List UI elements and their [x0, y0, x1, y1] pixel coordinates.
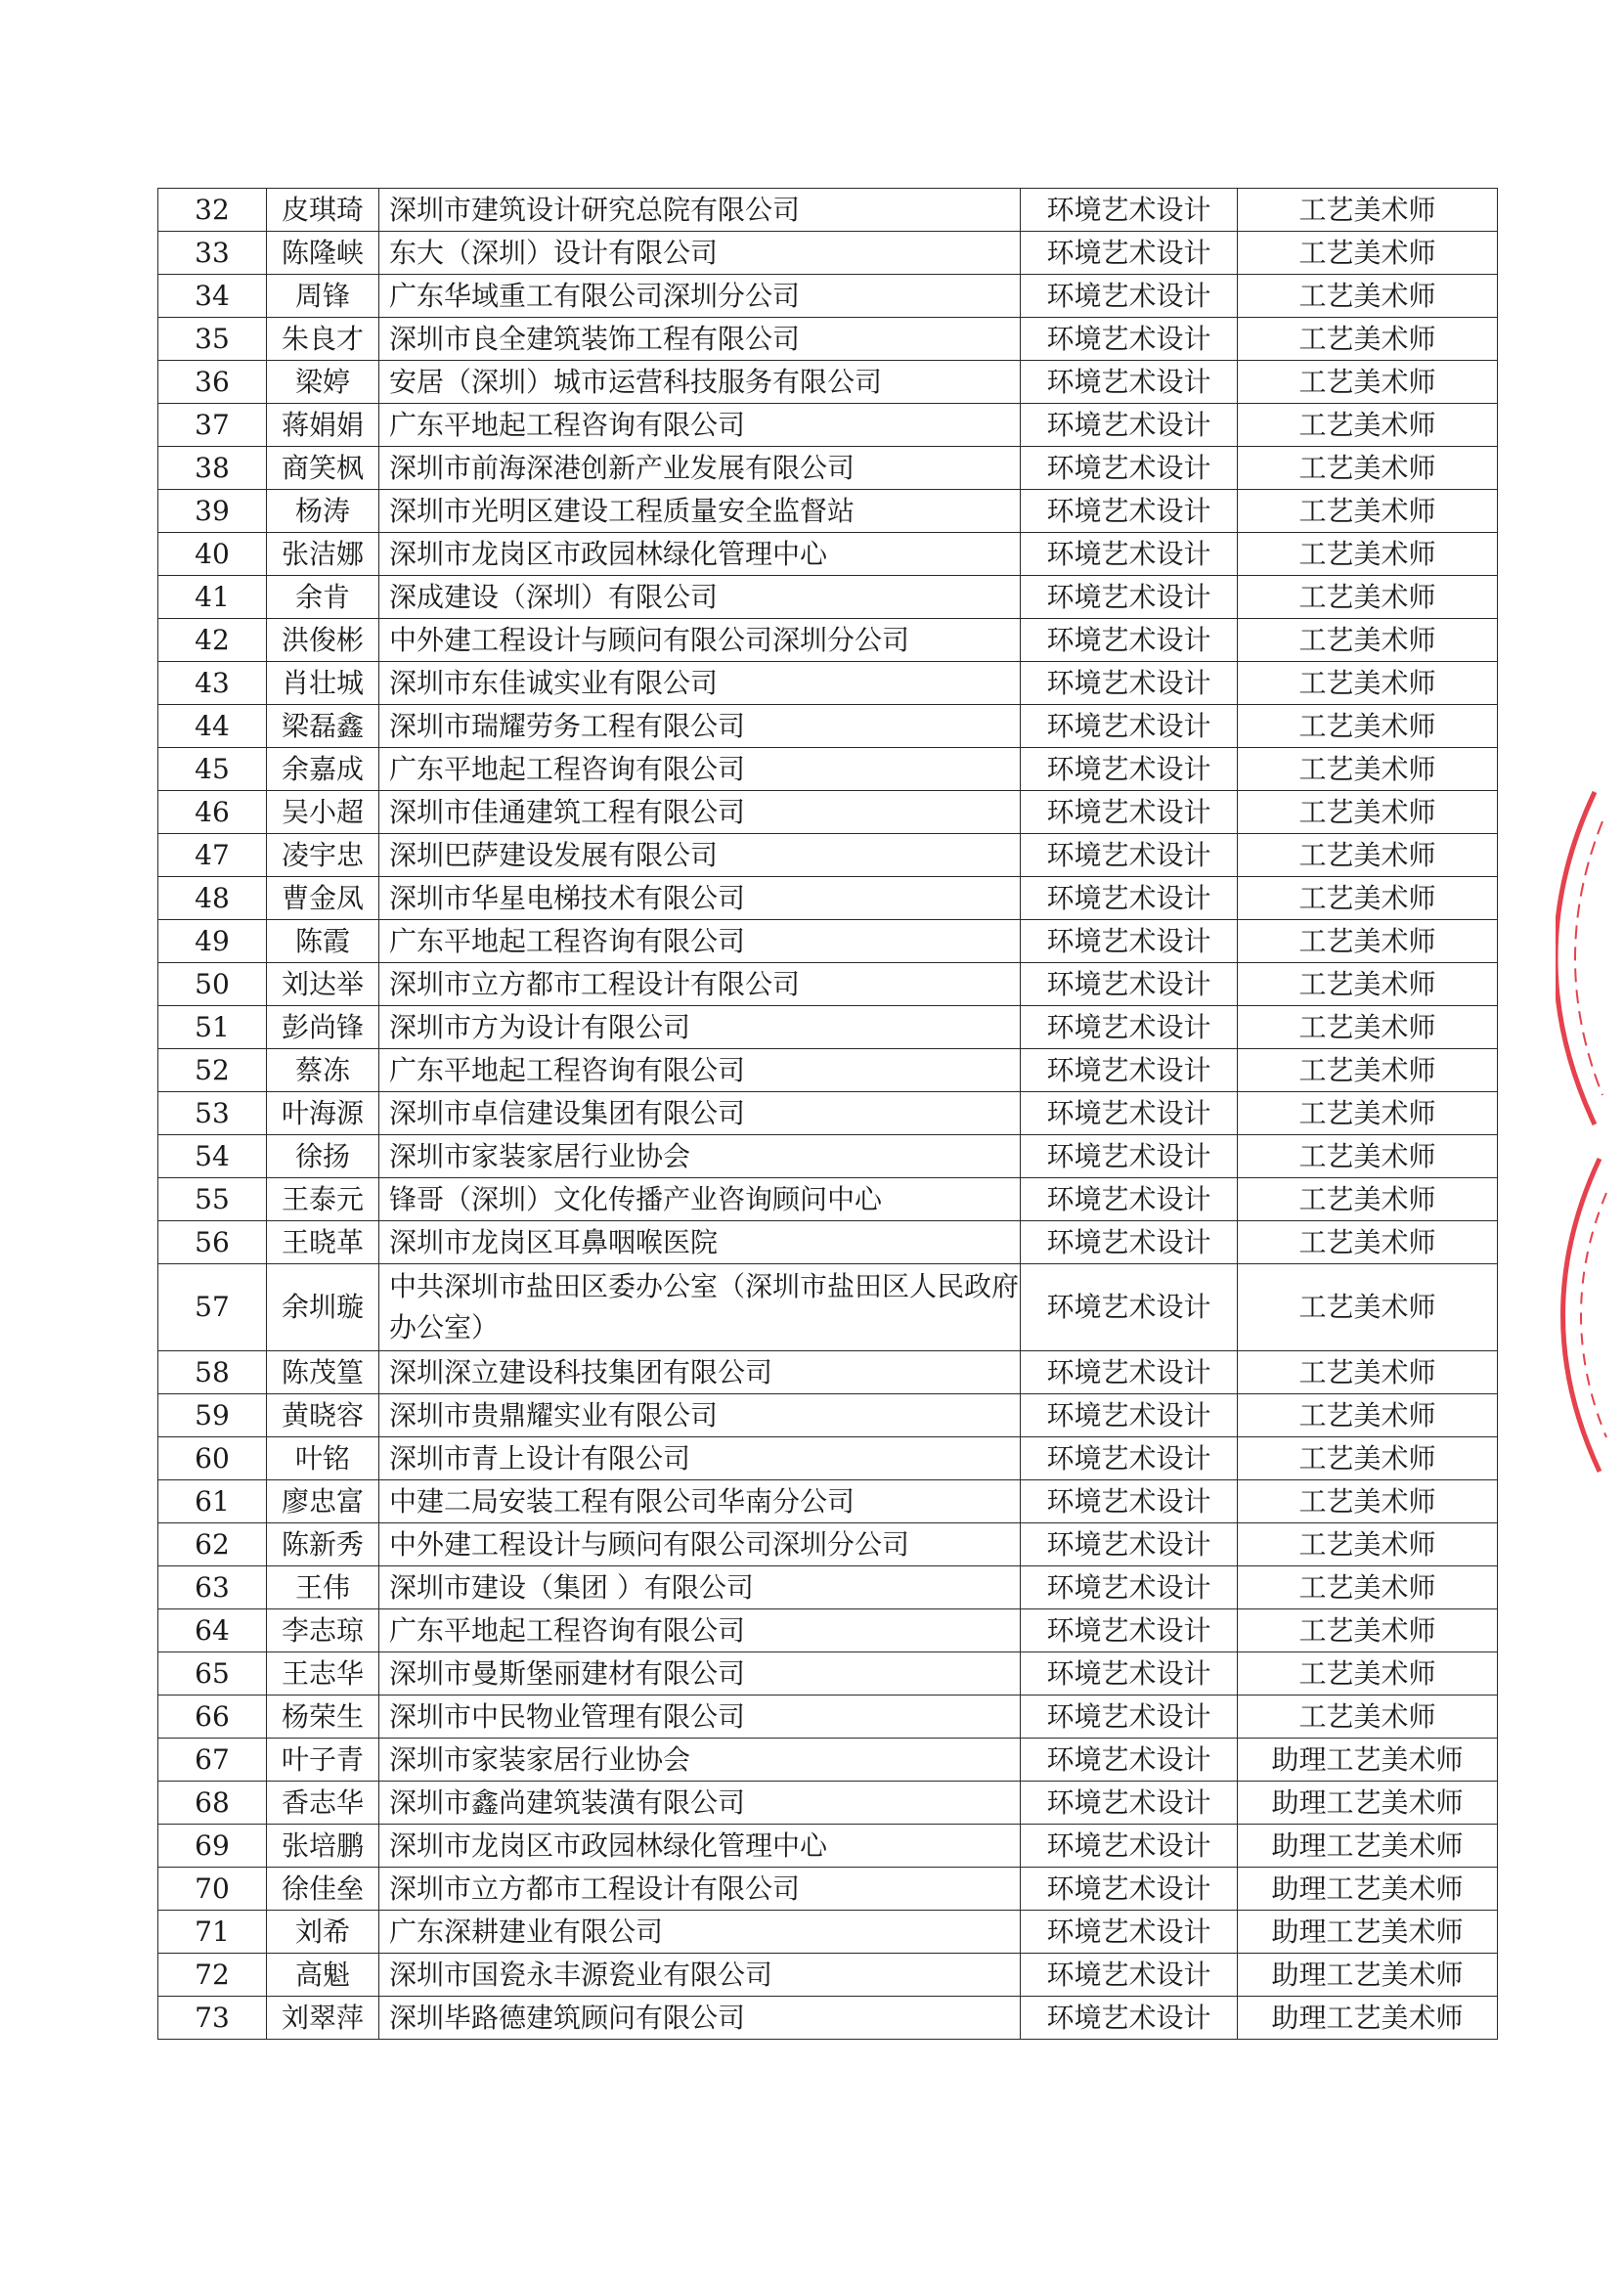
table-row: [158, 1652, 1498, 1695]
qualification-title: 工艺美术师: [1238, 705, 1498, 748]
organization: 安居（深圳）城市运营科技服务有限公司: [379, 361, 1021, 404]
specialty: 环境艺术设计: [1021, 834, 1238, 877]
qualification-title: 工艺美术师: [1238, 920, 1498, 963]
row-number: 53: [158, 1092, 267, 1135]
row-number: 42: [158, 619, 267, 662]
qualification-title: 工艺美术师: [1238, 318, 1498, 361]
organization: 深圳市鑫尚建筑装潢有限公司: [379, 1782, 1021, 1825]
qualification-title: 工艺美术师: [1238, 1652, 1498, 1695]
row-number: 34: [158, 275, 267, 318]
person-name: 王晓革: [267, 1221, 379, 1264]
table-row: [158, 791, 1498, 834]
row-number: 49: [158, 920, 267, 963]
organization: 中外建工程设计与顾问有限公司深圳分公司: [379, 1523, 1021, 1566]
row-number: 48: [158, 877, 267, 920]
person-name: 皮琪琦: [267, 189, 379, 232]
row-number: 70: [158, 1868, 267, 1911]
person-name: 陈霞: [267, 920, 379, 963]
qualification-title: 工艺美术师: [1238, 1049, 1498, 1092]
row-number: 69: [158, 1825, 267, 1868]
organization: 深圳市龙岗区市政园林绿化管理中心: [379, 1825, 1021, 1868]
table-row: [158, 1868, 1498, 1911]
specialty: 环境艺术设计: [1021, 1394, 1238, 1437]
qualification-title: 工艺美术师: [1238, 1178, 1498, 1221]
table-row: [158, 1264, 1498, 1351]
organization: 深圳市家装家居行业协会: [379, 1135, 1021, 1178]
roster-body: [158, 189, 1498, 2040]
table-row: [158, 533, 1498, 576]
row-number: 39: [158, 490, 267, 533]
qualification-title: 工艺美术师: [1238, 1566, 1498, 1609]
row-number: 64: [158, 1609, 267, 1652]
person-name: 彭尚锋: [267, 1006, 379, 1049]
qualification-title: 工艺美术师: [1238, 1480, 1498, 1523]
table-row: [158, 232, 1498, 275]
person-name: 刘希: [267, 1911, 379, 1954]
qualification-title: 工艺美术师: [1238, 748, 1498, 791]
person-name: 梁磊鑫: [267, 705, 379, 748]
row-number: 51: [158, 1006, 267, 1049]
person-name: 蒋娟娟: [267, 404, 379, 447]
table-row: [158, 920, 1498, 963]
table-row: [158, 1049, 1498, 1092]
specialty: 环境艺术设计: [1021, 1221, 1238, 1264]
qualification-title: 助理工艺美术师: [1238, 1997, 1498, 2040]
organization: 深圳市青上设计有限公司: [379, 1437, 1021, 1480]
specialty: 环境艺术设计: [1021, 877, 1238, 920]
organization: 深圳市前海深港创新产业发展有限公司: [379, 447, 1021, 490]
row-number: 61: [158, 1480, 267, 1523]
qualification-title: 工艺美术师: [1238, 1006, 1498, 1049]
qualification-title: 工艺美术师: [1238, 877, 1498, 920]
organization: 广东平地起工程咨询有限公司: [379, 1609, 1021, 1652]
specialty: 环境艺术设计: [1021, 1997, 1238, 2040]
person-name: 杨涛: [267, 490, 379, 533]
row-number: 40: [158, 533, 267, 576]
qualification-title: 助理工艺美术师: [1238, 1739, 1498, 1782]
row-number: 65: [158, 1652, 267, 1695]
person-name: 陈隆峡: [267, 232, 379, 275]
specialty: 环境艺术设计: [1021, 490, 1238, 533]
organization: 深圳市龙岗区耳鼻咽喉医院: [379, 1221, 1021, 1264]
person-name: 杨荣生: [267, 1695, 379, 1739]
specialty: 环境艺术设计: [1021, 533, 1238, 576]
person-name: 刘翠萍: [267, 1997, 379, 2040]
table-row: [158, 1480, 1498, 1523]
qualification-title: 工艺美术师: [1238, 1523, 1498, 1566]
table-row: [158, 1782, 1498, 1825]
table-row: [158, 1351, 1498, 1394]
person-name: 刘达举: [267, 963, 379, 1006]
organization: 广东平地起工程咨询有限公司: [379, 748, 1021, 791]
qualification-title: 工艺美术师: [1238, 963, 1498, 1006]
row-number: 67: [158, 1739, 267, 1782]
row-number: 47: [158, 834, 267, 877]
row-number: 52: [158, 1049, 267, 1092]
qualification-title: 助理工艺美术师: [1238, 1911, 1498, 1954]
row-number: 35: [158, 318, 267, 361]
organization: 深圳市佳通建筑工程有限公司: [379, 791, 1021, 834]
qualification-title: 工艺美术师: [1238, 834, 1498, 877]
table-row: [158, 361, 1498, 404]
person-name: 肖壮城: [267, 662, 379, 705]
table-row: [158, 619, 1498, 662]
qualification-title: 助理工艺美术师: [1238, 1868, 1498, 1911]
table-row: [158, 1221, 1498, 1264]
person-name: 李志琼: [267, 1609, 379, 1652]
qualification-title: 工艺美术师: [1238, 1092, 1498, 1135]
specialty: 环境艺术设计: [1021, 1825, 1238, 1868]
specialty: 环境艺术设计: [1021, 1911, 1238, 1954]
table-row: [158, 1006, 1498, 1049]
organization: 深圳巴萨建设发展有限公司: [379, 834, 1021, 877]
specialty: 环境艺术设计: [1021, 963, 1238, 1006]
specialty: 环境艺术设计: [1021, 232, 1238, 275]
table-row: [158, 963, 1498, 1006]
row-number: 38: [158, 447, 267, 490]
specialty: 环境艺术设计: [1021, 619, 1238, 662]
person-name: 王志华: [267, 1652, 379, 1695]
specialty: 环境艺术设计: [1021, 1437, 1238, 1480]
qualification-title: 工艺美术师: [1238, 447, 1498, 490]
row-number: 50: [158, 963, 267, 1006]
person-name: 张洁娜: [267, 533, 379, 576]
person-name: 黄晓容: [267, 1394, 379, 1437]
person-name: 周锋: [267, 275, 379, 318]
qualification-title: 工艺美术师: [1238, 275, 1498, 318]
table-row: [158, 1437, 1498, 1480]
table-row: [158, 490, 1498, 533]
organization: 广东平地起工程咨询有限公司: [379, 1049, 1021, 1092]
specialty: 环境艺术设计: [1021, 1523, 1238, 1566]
person-name: 香志华: [267, 1782, 379, 1825]
specialty: 环境艺术设计: [1021, 705, 1238, 748]
qualification-title: 工艺美术师: [1238, 662, 1498, 705]
organization: 深圳市卓信建设集团有限公司: [379, 1092, 1021, 1135]
row-number: 62: [158, 1523, 267, 1566]
qualification-title: 工艺美术师: [1238, 189, 1498, 232]
seal-stamp-upper: [1556, 782, 1624, 1134]
organization: 东大（深圳）设计有限公司: [379, 232, 1021, 275]
person-name: 洪俊彬: [267, 619, 379, 662]
table-row: [158, 1609, 1498, 1652]
specialty: 环境艺术设计: [1021, 1868, 1238, 1911]
person-name: 高魁: [267, 1954, 379, 1997]
row-number: 59: [158, 1394, 267, 1437]
organization: 深圳市家装家居行业协会: [379, 1739, 1021, 1782]
organization: 深圳深立建设科技集团有限公司: [379, 1351, 1021, 1394]
table-row: [158, 1566, 1498, 1609]
table-row: [158, 1954, 1498, 1997]
row-number: 45: [158, 748, 267, 791]
specialty: 环境艺术设计: [1021, 748, 1238, 791]
qualification-title: 工艺美术师: [1238, 619, 1498, 662]
organization: 深成建设（深圳）有限公司: [379, 576, 1021, 619]
person-name: 叶铭: [267, 1437, 379, 1480]
person-name: 吴小超: [267, 791, 379, 834]
organization: 深圳市方为设计有限公司: [379, 1006, 1021, 1049]
qualification-title: 助理工艺美术师: [1238, 1825, 1498, 1868]
organization: 深圳市龙岗区市政园林绿化管理中心: [379, 533, 1021, 576]
table-row: [158, 877, 1498, 920]
person-name: 王伟: [267, 1566, 379, 1609]
organization: 深圳市瑞耀劳务工程有限公司: [379, 705, 1021, 748]
specialty: 环境艺术设计: [1021, 318, 1238, 361]
row-number: 37: [158, 404, 267, 447]
organization: 深圳市中民物业管理有限公司: [379, 1695, 1021, 1739]
qualification-title: 工艺美术师: [1238, 1135, 1498, 1178]
specialty: 环境艺术设计: [1021, 1264, 1238, 1351]
table-row: [158, 1394, 1498, 1437]
qualification-title: 工艺美术师: [1238, 576, 1498, 619]
person-name: 曹金凤: [267, 877, 379, 920]
organization: 深圳市光明区建设工程质量安全监督站: [379, 490, 1021, 533]
organization: 中建二局安装工程有限公司华南分公司: [379, 1480, 1021, 1523]
specialty: 环境艺术设计: [1021, 189, 1238, 232]
table-row: [158, 404, 1498, 447]
person-name: 余圳璇: [267, 1264, 379, 1351]
seal-stamp-lower: [1556, 1154, 1624, 1476]
specialty: 环境艺术设计: [1021, 1652, 1238, 1695]
table-row: [158, 834, 1498, 877]
person-name: 徐佳垒: [267, 1868, 379, 1911]
qualification-title: 工艺美术师: [1238, 1609, 1498, 1652]
organization: 深圳市华星电梯技术有限公司: [379, 877, 1021, 920]
table-row: [158, 1695, 1498, 1739]
person-name: 叶海源: [267, 1092, 379, 1135]
qualification-title: 工艺美术师: [1238, 1437, 1498, 1480]
specialty: 环境艺术设计: [1021, 1782, 1238, 1825]
row-number: 71: [158, 1911, 267, 1954]
organization: 中外建工程设计与顾问有限公司深圳分公司: [379, 619, 1021, 662]
table-row: [158, 1178, 1498, 1221]
qualification-title: 助理工艺美术师: [1238, 1782, 1498, 1825]
organization: 广东深耕建业有限公司: [379, 1911, 1021, 1954]
table-row: [158, 275, 1498, 318]
qualification-title: 工艺美术师: [1238, 490, 1498, 533]
table-row: [158, 1911, 1498, 1954]
organization: 深圳市东佳诚实业有限公司: [379, 662, 1021, 705]
organization: 广东华域重工有限公司深圳分公司: [379, 275, 1021, 318]
row-number: 32: [158, 189, 267, 232]
qualification-title: 工艺美术师: [1238, 1264, 1498, 1351]
person-name: 商笑枫: [267, 447, 379, 490]
organization: 深圳市良全建筑装饰工程有限公司: [379, 318, 1021, 361]
specialty: 环境艺术设计: [1021, 447, 1238, 490]
specialty: 环境艺术设计: [1021, 1480, 1238, 1523]
organization: 广东平地起工程咨询有限公司: [379, 920, 1021, 963]
specialty: 环境艺术设计: [1021, 1178, 1238, 1221]
qualification-title: 工艺美术师: [1238, 533, 1498, 576]
specialty: 环境艺术设计: [1021, 791, 1238, 834]
table-row: [158, 1739, 1498, 1782]
table-row: [158, 748, 1498, 791]
qualification-title: 工艺美术师: [1238, 791, 1498, 834]
row-number: 46: [158, 791, 267, 834]
organization: 广东平地起工程咨询有限公司: [379, 404, 1021, 447]
row-number: 57: [158, 1264, 267, 1351]
qualification-title: 工艺美术师: [1238, 1221, 1498, 1264]
qualification-title: 工艺美术师: [1238, 404, 1498, 447]
person-name: 凌宇忠: [267, 834, 379, 877]
row-number: 60: [158, 1437, 267, 1480]
specialty: 环境艺术设计: [1021, 275, 1238, 318]
specialty: 环境艺术设计: [1021, 404, 1238, 447]
row-number: 58: [158, 1351, 267, 1394]
row-number: 72: [158, 1954, 267, 1997]
organization: 深圳市立方都市工程设计有限公司: [379, 963, 1021, 1006]
specialty: 环境艺术设计: [1021, 920, 1238, 963]
specialty: 环境艺术设计: [1021, 662, 1238, 705]
specialty: 环境艺术设计: [1021, 1609, 1238, 1652]
person-name: 王泰元: [267, 1178, 379, 1221]
table-row: [158, 318, 1498, 361]
organization: 深圳毕路德建筑顾问有限公司: [379, 1997, 1021, 2040]
organization: 中共深圳市盐田区委办公室（深圳市盐田区人民政府办公室）: [379, 1264, 1021, 1351]
person-name: 蔡冻: [267, 1049, 379, 1092]
qualification-title: 工艺美术师: [1238, 1351, 1498, 1394]
qualification-title: 工艺美术师: [1238, 1394, 1498, 1437]
organization: 深圳市贵鼎耀实业有限公司: [379, 1394, 1021, 1437]
row-number: 73: [158, 1997, 267, 2040]
table-row: [158, 1135, 1498, 1178]
row-number: 41: [158, 576, 267, 619]
table-row: [158, 662, 1498, 705]
specialty: 环境艺术设计: [1021, 1739, 1238, 1782]
table-row: [158, 705, 1498, 748]
specialty: 环境艺术设计: [1021, 1135, 1238, 1178]
qualification-title: 工艺美术师: [1238, 361, 1498, 404]
table-row: [158, 189, 1498, 232]
qualification-title: 工艺美术师: [1238, 232, 1498, 275]
person-name: 廖忠富: [267, 1480, 379, 1523]
person-name: 梁婷: [267, 361, 379, 404]
person-name: 陈新秀: [267, 1523, 379, 1566]
qualification-title: 工艺美术师: [1238, 1695, 1498, 1739]
person-name: 张培鹏: [267, 1825, 379, 1868]
row-number: 56: [158, 1221, 267, 1264]
row-number: 54: [158, 1135, 267, 1178]
specialty: 环境艺术设计: [1021, 1049, 1238, 1092]
row-number: 36: [158, 361, 267, 404]
person-name: 余肯: [267, 576, 379, 619]
table-row: [158, 1825, 1498, 1868]
table-row: [158, 447, 1498, 490]
specialty: 环境艺术设计: [1021, 1006, 1238, 1049]
person-name: 朱良才: [267, 318, 379, 361]
specialty: 环境艺术设计: [1021, 361, 1238, 404]
specialty: 环境艺术设计: [1021, 1566, 1238, 1609]
row-number: 44: [158, 705, 267, 748]
row-number: 63: [158, 1566, 267, 1609]
table-row: [158, 1092, 1498, 1135]
organization: 深圳市建筑设计研究总院有限公司: [379, 189, 1021, 232]
table-row: [158, 1997, 1498, 2040]
specialty: 环境艺术设计: [1021, 576, 1238, 619]
table-row: [158, 576, 1498, 619]
specialty: 环境艺术设计: [1021, 1695, 1238, 1739]
organization: 深圳市建设（集团 ）有限公司: [379, 1566, 1021, 1609]
person-name: 徐扬: [267, 1135, 379, 1178]
person-name: 陈茂篁: [267, 1351, 379, 1394]
row-number: 55: [158, 1178, 267, 1221]
specialty: 环境艺术设计: [1021, 1092, 1238, 1135]
person-name: 余嘉成: [267, 748, 379, 791]
roster-table: [157, 188, 1498, 2040]
organization: 深圳市立方都市工程设计有限公司: [379, 1868, 1021, 1911]
row-number: 66: [158, 1695, 267, 1739]
organization: 深圳市国瓷永丰源瓷业有限公司: [379, 1954, 1021, 1997]
table-row: [158, 1523, 1498, 1566]
organization: 深圳市曼斯堡丽建材有限公司: [379, 1652, 1021, 1695]
row-number: 68: [158, 1782, 267, 1825]
person-name: 叶子青: [267, 1739, 379, 1782]
qualification-title: 助理工艺美术师: [1238, 1954, 1498, 1997]
specialty: 环境艺术设计: [1021, 1351, 1238, 1394]
row-number: 33: [158, 232, 267, 275]
organization: 锋哥（深圳）文化传播产业咨询顾问中心: [379, 1178, 1021, 1221]
row-number: 43: [158, 662, 267, 705]
specialty: 环境艺术设计: [1021, 1954, 1238, 1997]
